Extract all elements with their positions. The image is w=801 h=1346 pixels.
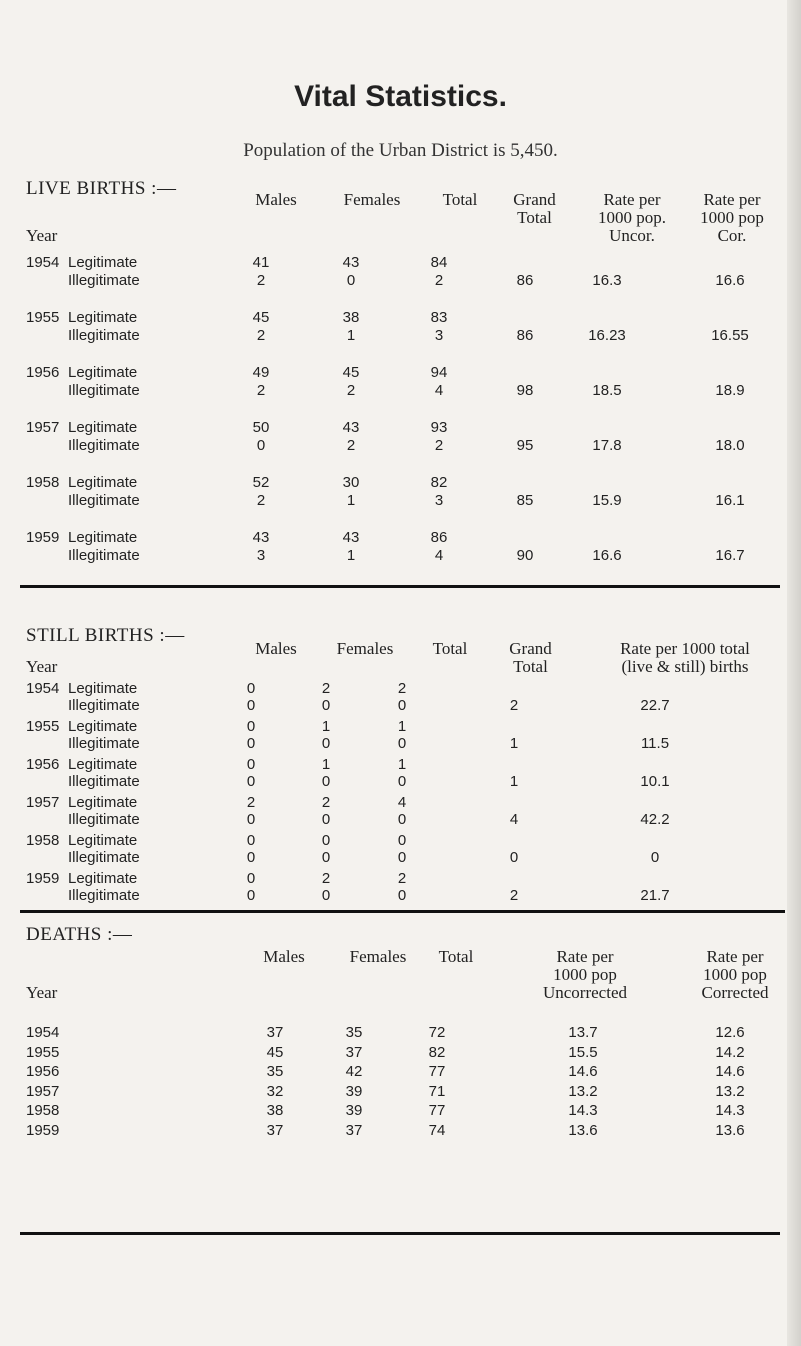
cell-illegitimate-females: 2 — [346, 382, 356, 399]
row-year: 1957 — [26, 419, 60, 436]
row-label-illegitimate: Illegitimate — [68, 849, 140, 866]
header-line: Cor. — [717, 226, 747, 245]
cell-legitimate-males: 0 — [246, 756, 256, 773]
cell-illegitimate-males: 0 — [246, 849, 256, 866]
cell-legitimate-total: 86 — [430, 529, 448, 546]
cell-legitimate-total: 2 — [397, 680, 407, 697]
cell-rate-corrected: 14.2 — [715, 1043, 745, 1061]
cell-illegitimate-males: 0 — [246, 811, 256, 828]
row-label-legitimate: Legitimate — [68, 254, 138, 271]
cell-rate-uncorrected: 14.6 — [568, 1063, 598, 1080]
cell-total: 77 — [428, 1102, 446, 1119]
cell-legitimate-total: 1 — [397, 718, 407, 735]
cell-illegitimate-males: 2 — [256, 382, 266, 399]
col-header-total: Total — [442, 190, 478, 209]
header-line: Rate per — [706, 947, 764, 966]
col-header-males: Males — [263, 947, 305, 966]
cell-grand-total: 1 — [509, 735, 519, 752]
cell-legitimate-females: 2 — [321, 794, 331, 811]
cell-illegitimate-females: 0 — [346, 272, 356, 289]
cell-rate-uncorrected: 16.6 — [592, 547, 622, 564]
header-line: Grand — [509, 639, 552, 658]
deaths-heading: DEATHS :— — [26, 924, 133, 945]
cell-legitimate-total: 94 — [430, 364, 448, 381]
row-label-legitimate: Legitimate — [68, 680, 138, 697]
cell-legitimate-total: 93 — [430, 419, 448, 436]
row-label-legitimate: Legitimate — [68, 529, 138, 546]
cell-rate: 0 — [650, 849, 660, 866]
header-line: Total — [513, 657, 548, 676]
col-header-rate-uncorrected — [530, 948, 640, 1002]
cell-rate: 21.7 — [640, 887, 670, 904]
row-year: 1959 — [26, 870, 60, 887]
col-header-rate-corrected — [685, 948, 785, 1002]
row-label-legitimate: Legitimate — [68, 718, 138, 735]
cell-males: 35 — [266, 1063, 284, 1080]
col-header-grand-total — [493, 640, 568, 676]
section-divider — [20, 1232, 780, 1235]
cell-illegitimate-total: 3 — [434, 327, 444, 344]
cell-illegitimate-females: 1 — [346, 492, 356, 509]
cell-rate: 22.7 — [640, 697, 670, 714]
cell-illegitimate-total: 0 — [397, 735, 407, 752]
row-year: 1955 — [26, 309, 60, 326]
cell-rate: 11.5 — [640, 735, 670, 752]
cell-rate-uncorrected: 15.5 — [568, 1043, 598, 1061]
cell-rate-corrected: 14.3 — [715, 1102, 745, 1119]
cell-illegitimate-males: 0 — [246, 887, 256, 904]
section-divider — [20, 585, 780, 588]
cell-total: 71 — [428, 1082, 446, 1100]
cell-rate: 42.2 — [640, 811, 670, 828]
cell-males: 45 — [266, 1043, 284, 1061]
row-year: 1959 — [26, 529, 60, 546]
cell-illegitimate-total: 0 — [397, 811, 407, 828]
cell-legitimate-total: 82 — [430, 474, 448, 491]
cell-rate-corrected: 13.2 — [715, 1082, 745, 1100]
row-label-illegitimate: Illegitimate — [68, 547, 140, 564]
cell-grand-total: 86 — [516, 327, 534, 344]
cell-illegitimate-total: 4 — [434, 547, 444, 564]
cell-illegitimate-females: 0 — [321, 697, 331, 714]
row-label-illegitimate: Illegitimate — [68, 327, 140, 344]
cell-illegitimate-females: 0 — [321, 735, 331, 752]
cell-rate-uncorrected: 18.5 — [592, 382, 622, 399]
row-label-illegitimate: Illegitimate — [68, 697, 140, 714]
cell-males: 37 — [266, 1024, 284, 1041]
cell-legitimate-females: 1 — [321, 718, 331, 735]
cell-rate-uncorrected: 17.8 — [592, 437, 622, 454]
cell-illegitimate-total: 4 — [434, 382, 444, 399]
cell-legitimate-females: 38 — [342, 309, 360, 326]
row-label-legitimate: Legitimate — [68, 756, 138, 773]
row-year: 1958 — [26, 1102, 60, 1119]
cell-rate-corrected: 18.9 — [715, 382, 745, 399]
cell-rate-uncorrected: 15.9 — [592, 492, 622, 509]
cell-legitimate-males: 0 — [246, 718, 256, 735]
col-header-total: Total — [438, 947, 474, 966]
cell-grand-total: 86 — [516, 272, 534, 289]
row-label-legitimate: Legitimate — [68, 832, 138, 849]
cell-rate-corrected: 14.6 — [715, 1063, 745, 1080]
cell-females: 37 — [345, 1043, 363, 1061]
cell-females: 35 — [345, 1024, 363, 1041]
row-label-illegitimate: Illegitimate — [68, 437, 140, 454]
live-births-heading: LIVE BIRTHS :— — [26, 178, 177, 199]
cell-legitimate-females: 2 — [321, 870, 331, 887]
cell-legitimate-females: 43 — [342, 529, 360, 546]
cell-rate-uncorrected: 14.3 — [568, 1102, 598, 1119]
row-year: 1958 — [26, 832, 60, 849]
cell-legitimate-females: 43 — [342, 419, 360, 436]
cell-legitimate-females: 0 — [321, 832, 331, 849]
cell-illegitimate-males: 0 — [246, 773, 256, 790]
row-year: 1954 — [26, 254, 60, 271]
header-line: Grand — [513, 190, 556, 209]
cell-rate: 10.1 — [640, 773, 670, 790]
cell-legitimate-males: 45 — [252, 309, 270, 326]
row-year: 1954 — [26, 680, 60, 697]
header-line: Rate per 1000 total — [620, 639, 750, 658]
cell-illegitimate-males: 2 — [256, 327, 266, 344]
col-header-rate-corrected — [682, 191, 782, 245]
cell-illegitimate-females: 0 — [321, 887, 331, 904]
col-header-year: Year — [26, 983, 58, 1002]
cell-females: 39 — [345, 1102, 363, 1119]
cell-grand-total: 2 — [509, 697, 519, 714]
header-line: (live & still) births — [621, 657, 749, 676]
row-year: 1955 — [26, 718, 60, 735]
header-line: 1000 pop — [553, 965, 617, 984]
col-header-females: Females — [336, 639, 394, 658]
row-year: 1956 — [26, 1063, 60, 1080]
row-label-illegitimate: Illegitimate — [68, 811, 140, 828]
header-line: Rate per — [556, 947, 614, 966]
row-label-illegitimate: Illegitimate — [68, 382, 140, 399]
col-header-rate-total — [590, 640, 780, 676]
still-births-heading: STILL BIRTHS :— — [26, 625, 185, 646]
cell-rate-uncorrected: 16.23 — [588, 327, 626, 344]
cell-legitimate-males: 0 — [246, 870, 256, 887]
header-line: 1000 pop. — [598, 208, 666, 227]
cell-grand-total: 4 — [509, 811, 519, 828]
cell-females: 37 — [345, 1121, 363, 1139]
cell-illegitimate-males: 0 — [256, 437, 266, 454]
header-line: Total — [517, 208, 552, 227]
row-year: 1956 — [26, 756, 60, 773]
row-label-illegitimate: Illegitimate — [68, 735, 140, 752]
row-year: 1957 — [26, 794, 60, 811]
header-line: Corrected — [701, 983, 769, 1002]
col-header-males: Males — [255, 190, 297, 209]
cell-grand-total: 2 — [509, 887, 519, 904]
cell-legitimate-total: 4 — [397, 794, 407, 811]
cell-legitimate-total: 2 — [397, 870, 407, 887]
cell-legitimate-total: 84 — [430, 254, 448, 271]
cell-grand-total: 90 — [516, 547, 534, 564]
row-label-legitimate: Legitimate — [68, 474, 138, 491]
header-line: Rate per — [703, 190, 761, 209]
cell-females: 39 — [345, 1082, 363, 1100]
col-header-grand-total — [497, 191, 572, 227]
cell-rate-corrected: 16.6 — [715, 272, 745, 289]
cell-illegitimate-males: 2 — [256, 492, 266, 509]
row-year: 1959 — [26, 1121, 60, 1139]
row-label-illegitimate: Illegitimate — [68, 773, 140, 790]
cell-grand-total: 95 — [516, 437, 534, 454]
col-header-rate-uncorrected — [582, 191, 682, 245]
cell-legitimate-males: 49 — [252, 364, 270, 381]
header-line: Rate per — [603, 190, 661, 209]
cell-total: 82 — [428, 1043, 446, 1061]
col-header-year: Year — [26, 226, 58, 245]
cell-legitimate-females: 45 — [342, 364, 360, 381]
section-divider — [20, 910, 785, 913]
row-year: 1956 — [26, 364, 60, 381]
cell-illegitimate-males: 2 — [256, 272, 266, 289]
cell-rate-uncorrected: 13.2 — [568, 1082, 598, 1100]
cell-rate-uncorrected: 13.6 — [568, 1121, 598, 1139]
cell-legitimate-females: 43 — [342, 254, 360, 271]
cell-legitimate-females: 1 — [321, 756, 331, 773]
cell-males: 32 — [266, 1082, 284, 1100]
row-label-legitimate: Legitimate — [68, 870, 138, 887]
cell-illegitimate-total: 0 — [397, 773, 407, 790]
cell-grand-total: 1 — [509, 773, 519, 790]
row-label-illegitimate: Illegitimate — [68, 887, 140, 904]
cell-illegitimate-total: 2 — [434, 272, 444, 289]
cell-males: 37 — [266, 1121, 284, 1139]
cell-rate-corrected: 13.6 — [715, 1121, 745, 1139]
page-edge-shadow — [787, 0, 801, 1346]
row-label-legitimate: Legitimate — [68, 419, 138, 436]
cell-legitimate-total: 0 — [397, 832, 407, 849]
cell-total: 74 — [428, 1121, 446, 1139]
cell-legitimate-females: 30 — [342, 474, 360, 491]
row-label-legitimate: Legitimate — [68, 794, 138, 811]
cell-illegitimate-males: 3 — [256, 547, 266, 564]
cell-rate-corrected: 16.1 — [715, 492, 745, 509]
header-line: Uncor. — [609, 226, 655, 245]
header-line: 1000 pop — [700, 208, 764, 227]
population-note: Population of the Urban District is 5,450. — [243, 140, 558, 161]
cell-illegitimate-total: 2 — [434, 437, 444, 454]
cell-legitimate-males: 52 — [252, 474, 270, 491]
cell-grand-total: 0 — [509, 849, 519, 866]
header-line: Uncorrected — [542, 983, 627, 1002]
cell-illegitimate-total: 0 — [397, 697, 407, 714]
row-year: 1958 — [26, 474, 60, 491]
cell-females: 42 — [345, 1063, 363, 1080]
cell-illegitimate-females: 1 — [346, 327, 356, 344]
row-year: 1954 — [26, 1024, 60, 1041]
cell-grand-total: 85 — [516, 492, 534, 509]
cell-legitimate-females: 2 — [321, 680, 331, 697]
cell-males: 38 — [266, 1102, 284, 1119]
cell-illegitimate-females: 0 — [321, 811, 331, 828]
cell-rate-corrected: 16.55 — [711, 327, 749, 344]
cell-legitimate-total: 83 — [430, 309, 448, 326]
cell-legitimate-males: 0 — [246, 680, 256, 697]
col-header-males: Males — [255, 639, 297, 658]
col-header-year: Year — [26, 657, 58, 676]
cell-legitimate-males: 43 — [252, 529, 270, 546]
cell-legitimate-males: 2 — [246, 794, 256, 811]
cell-rate-corrected: 16.7 — [715, 547, 745, 564]
cell-grand-total: 98 — [516, 382, 534, 399]
col-header-females: Females — [343, 190, 401, 209]
cell-legitimate-total: 1 — [397, 756, 407, 773]
header-line: 1000 pop — [703, 965, 767, 984]
cell-illegitimate-females: 2 — [346, 437, 356, 454]
cell-legitimate-males: 50 — [252, 419, 270, 436]
cell-rate-uncorrected: 16.3 — [592, 272, 622, 289]
cell-legitimate-males: 41 — [252, 254, 270, 271]
cell-illegitimate-females: 0 — [321, 849, 331, 866]
row-label-legitimate: Legitimate — [68, 364, 138, 381]
row-year: 1957 — [26, 1082, 60, 1100]
cell-illegitimate-total: 0 — [397, 887, 407, 904]
row-label-illegitimate: Illegitimate — [68, 492, 140, 509]
row-label-illegitimate: Illegitimate — [68, 272, 140, 289]
cell-illegitimate-males: 0 — [246, 735, 256, 752]
cell-illegitimate-males: 0 — [246, 697, 256, 714]
cell-rate-corrected: 18.0 — [715, 437, 745, 454]
cell-illegitimate-females: 0 — [321, 773, 331, 790]
col-header-females: Females — [349, 947, 407, 966]
cell-illegitimate-females: 1 — [346, 547, 356, 564]
cell-illegitimate-total: 3 — [434, 492, 444, 509]
cell-rate-uncorrected: 13.7 — [568, 1024, 598, 1041]
cell-total: 72 — [428, 1024, 446, 1041]
row-label-legitimate: Legitimate — [68, 309, 138, 326]
cell-total: 77 — [428, 1063, 446, 1080]
cell-legitimate-males: 0 — [246, 832, 256, 849]
cell-illegitimate-total: 0 — [397, 849, 407, 866]
cell-rate-corrected: 12.6 — [715, 1024, 745, 1041]
col-header-total: Total — [432, 639, 468, 658]
page-title: Vital Statistics. — [294, 80, 507, 113]
row-year: 1955 — [26, 1043, 60, 1061]
